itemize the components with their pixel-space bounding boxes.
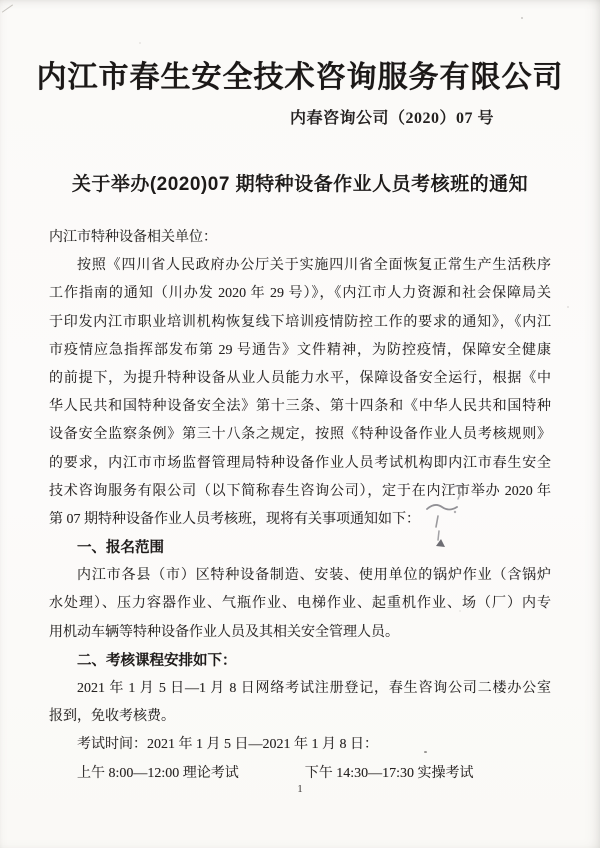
company-title: 内江市春生安全技术咨询服务有限公司: [36, 61, 564, 94]
exam-time-morning: 上午 8:00—12:00 理论考试: [77, 765, 239, 781]
body-line: 技术咨询服务有限公司（以下简称春生咨询公司），定于在内江市举办 2020 年: [49, 483, 551, 499]
body-line: 水处理）、压力容器作业、气瓶作业、电梯作业、起重机作业、场（厂）内专: [49, 596, 551, 612]
body-line: 用机动车辆等特种设备作业人员及其相关安全管理人员。: [49, 624, 399, 640]
notice-title: 关于举办(2020)07 期特种设备作业人员考核班的通知: [71, 174, 529, 195]
body-line: 按照《四川省人民政府办公厅关于实施四川省全面恢复正常生产生活秩序: [77, 258, 551, 274]
page-number: 1: [297, 783, 303, 795]
body-line: 华人民共和国特种设备安全法》第十三条、第十四条和《中华人民共和国特种: [49, 399, 551, 415]
body-line: 报到，免收考核费。: [49, 709, 175, 725]
body-line: 工作指南的通知（川办发 2020 年 29 号）》，《内江市人力资源和社会保障局关: [49, 286, 551, 302]
exam-time-afternoon: 下午 14:30—17:30 实操考试: [304, 765, 474, 781]
ink-smudge-mark: [424, 482, 470, 552]
scan-speck: [521, 17, 523, 19]
scan-speck: [567, 306, 569, 308]
document-body: [49, 224, 551, 788]
scan-scratch-mark: [2, 4, 13, 12]
body-line: 内江市各县（市）区特种设备制造、安装、使用单位的锅炉作业（含锅炉: [77, 568, 551, 584]
body-line: 第 07 期特种设备作业人员考核班，现将有关事项通知如下：: [49, 511, 420, 527]
body-line: 内江市特种设备相关单位：: [49, 230, 217, 245]
body-line: 2021 年 1 月 5 日—1 月 8 日网络考试注册登记，春生咨询公司二楼办公室: [77, 681, 551, 696]
body-line: 设备安全监察条例》第三十八条之规定，按照《特种设备作业人员考核规则》: [49, 427, 551, 443]
body-line: 市疫情应急指挥部发布第 29 号通告》文件精神，为防控疫情，保障安全健康: [49, 342, 551, 358]
body-line: 的要求，内江市市场监督管理局特种设备作业人员考试机构即内江市春生安全: [49, 455, 551, 471]
document-number: 内春咨询公司（2020）07 号: [289, 110, 494, 127]
section-heading: 一、报名范围: [77, 540, 164, 557]
body-line: 的前提下，为提升特种设备从业人员能力水平，保障设备安全运行，根据《中: [49, 370, 551, 386]
body-line: 考试时间：2021 年 1 月 5 日—2021 年 1 月 8 日：: [77, 737, 378, 753]
body-line: 于印发内江市职业培训机构恢复线下培训疫情防控工作的要求的通知》，《内江: [49, 314, 551, 330]
scan-speck: [139, 42, 141, 44]
section-heading: 二、考核课程安排如下：: [77, 652, 237, 669]
